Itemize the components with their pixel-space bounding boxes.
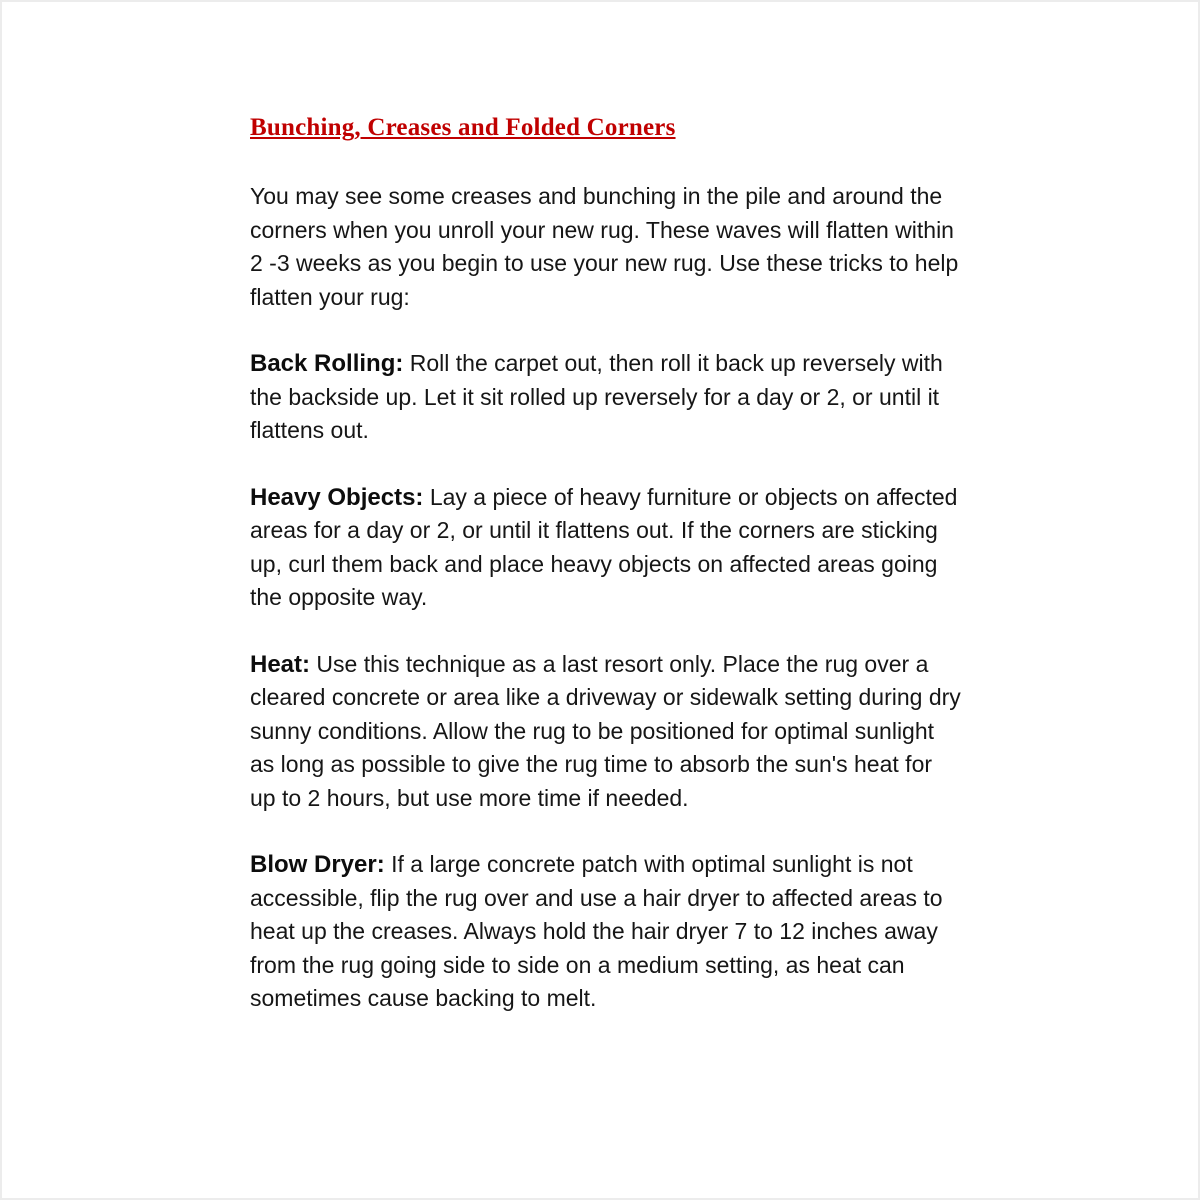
- document-title: Bunching, Creases and Folded Corners: [250, 114, 676, 141]
- section-blow-dryer: [250, 848, 962, 1016]
- section-heat-label: Heat:: [250, 650, 311, 678]
- section-heavy-objects-text: Lay a piece of heavy furniture or objects on affected areas for a day or 2, or until it flattens out. If the corners are sticking up, curl them back and place heavy objects on affected areas going the opposite way.: [250, 483, 958, 610]
- document-content: [250, 114, 962, 1049]
- section-blow-dryer-text: If a large concrete patch with optimal sunlight is not accessible, flip the rug over and use a hair dryer to affected areas to heat up the creases. Always hold the hair dryer 7 to 12 inches away from the rug going side to side on a medium setting, as heat can sometimes cause backing to melt.: [250, 851, 943, 1011]
- section-heavy-objects: [250, 481, 962, 615]
- intro-paragraph: You may see some creases and bunching in the pile and around the corners when you unroll your new rug. These waves will flatten within 2 -3 weeks as you begin to use your new rug. Use these tricks to help flatten your rug:: [250, 183, 959, 310]
- section-heat-text: Use this technique as a last resort only. Place the rug over a cleared concrete or area like a driveway or sidewalk setting during dry sunny conditions. Allow the rug to be positioned for optimal sunlight as long as possible to give the rug time to absorb the sun's heat for up to 2 hours, but use more time if needed.: [250, 650, 961, 811]
- section-blow-dryer-label: Blow Dryer:: [250, 851, 385, 878]
- section-heavy-objects-label: Heavy Objects:: [250, 483, 424, 511]
- section-back-rolling-text: Roll the carpet out, then roll it back up reversely with the backside up. Let it sit rolled up reversely for a day or 2, or until it flattens out.: [250, 350, 943, 443]
- section-back-rolling: [250, 347, 962, 448]
- section-heat: [250, 648, 962, 816]
- section-back-rolling-label: Back Rolling:: [250, 350, 404, 377]
